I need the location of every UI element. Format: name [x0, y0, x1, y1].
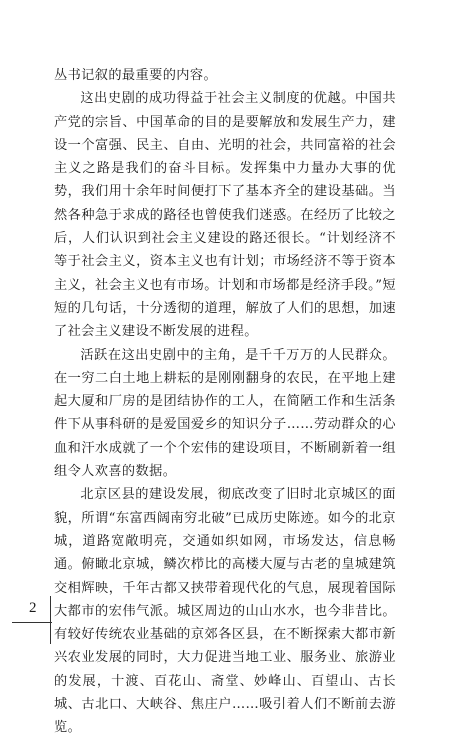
crop-mark-horizontal	[12, 622, 52, 623]
crop-mark-vertical	[50, 596, 51, 644]
page-number: 2	[29, 600, 37, 616]
paragraph: 活跃在这出史剧中的主角，是千千万万的人民群众。在一穷二白土地上耕耘的是刚刚翻身的农民，在平地上建起大厦和厂房的是团结协作的工人，在简陋工作和生活条件下从事科研的是爱国爱乡的知识分子……劳动群众的心血和汗水成就了一个个宏伟的建设项目，不断刷新着一组组令人欢喜的数据。	[54, 347, 396, 480]
paragraph: 北京区县的建设发展，彻底改变了旧时北京城区的面貌，所谓“东富西阔南穷北破”已成历史陈迹。如今的北京城，道路宽敞明亮，交通如织如网，市场发达，信息畅通。俯瞰北京城，鳞次栉比的高楼大厦与古老的皇城建筑交相辉映，千年古都又挟带着现代化的气息，展现着国际大都市的宏伟气派。城区周边的山山水水，也今非昔比。有较好传统农业基础的京郊各区县，在不断探索大都市新兴农业发展的同时，大力促进当地工业、服务业、旅游业的发展，十渡、百花山、斋堂、妙峰山、百望山、古长城、古北口、大峡谷、焦庄户……吸引着人们不断前去游览。	[54, 487, 396, 736]
paragraph: 丛书记叙的最重要的内容。	[54, 68, 218, 83]
paragraph: 这出史剧的成功得益于社会主义制度的优越。中国共产党的宗旨、中国革命的目的是要解放和发展生产力，建设一个富强、民主、自由、光明的社会，共同富裕的社会主义之路是我们的奋斗目标。发挥集中力量办大事的优势，我们用十余年时间便打下了基本齐全的建设基础。当然各种急于求成的路径也曾使我们迷惑。在经历了比较之后，人们认识到社会主义建设的路还很长。“计划经济不等于社会主义，资本主义也有计划；市场经济不等于资本主义，社会主义也有市场。计划和市场都是经济手段。”短短的几句话，十分透彻的道理，解放了人们的思想，加速了社会主义建设不断发展的进程。	[54, 91, 396, 340]
body-text	[54, 64, 396, 740]
